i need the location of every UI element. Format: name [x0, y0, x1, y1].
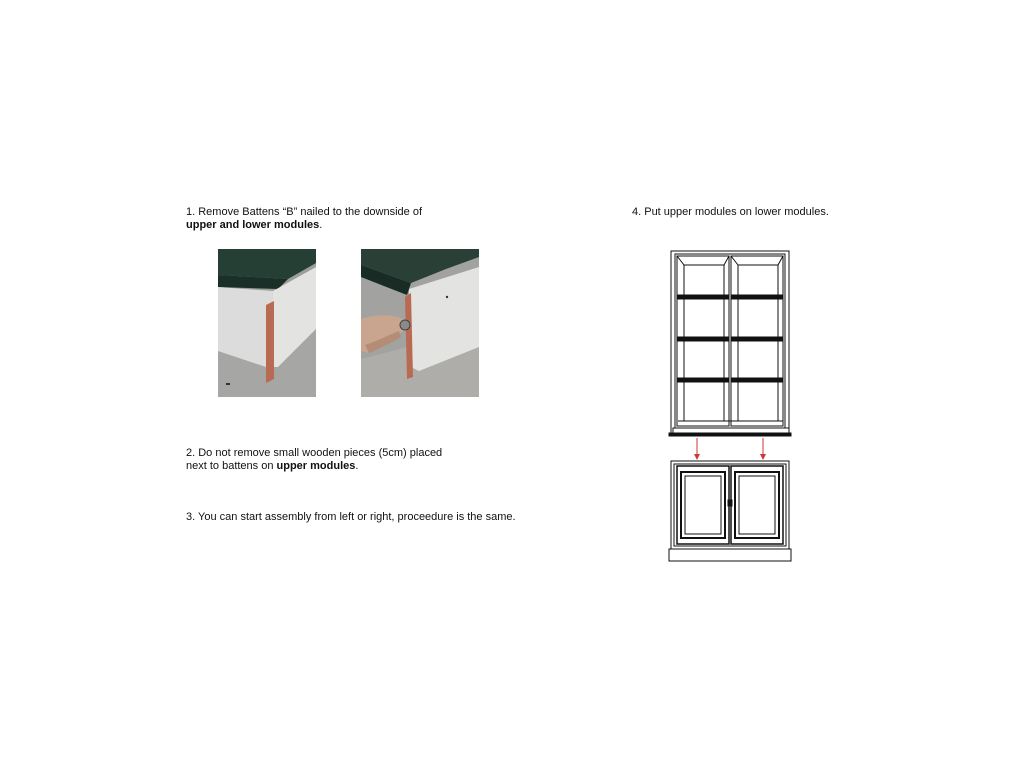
step-2-line-1: 2. Do not remove small wooden pieces (5cm) placed: [186, 447, 443, 459]
batten-photo-2: [361, 249, 479, 397]
cabinet-assembly-diagram: [668, 248, 794, 569]
lower-module: [669, 461, 791, 561]
step-2-text: [186, 447, 442, 473]
step-4-text: [632, 206, 829, 219]
step-1-line-1: 1. Remove Battens “B” nailed to the downside of: [186, 206, 423, 218]
step-3-text: [186, 511, 516, 524]
step-4-line-1: 4. Put upper modules on lower modules.: [632, 206, 829, 218]
placement-arrows: [694, 438, 766, 460]
step-1-tail: .: [319, 219, 323, 231]
upper-module: [669, 251, 791, 436]
step-1-text: [186, 206, 422, 232]
step-2-head: next to battens on: [186, 460, 277, 472]
step-2-tail: .: [355, 460, 359, 472]
step-3-line-1: 3. You can start assembly from left or right, proceedure is the same.: [186, 511, 516, 523]
step-1-bold: upper and lower modules: [186, 219, 320, 231]
batten-photo-1: [218, 249, 316, 397]
step-2-line-2: [186, 460, 442, 473]
step-1-line-2: [186, 219, 422, 232]
step-2-bold: upper modules: [276, 460, 356, 472]
